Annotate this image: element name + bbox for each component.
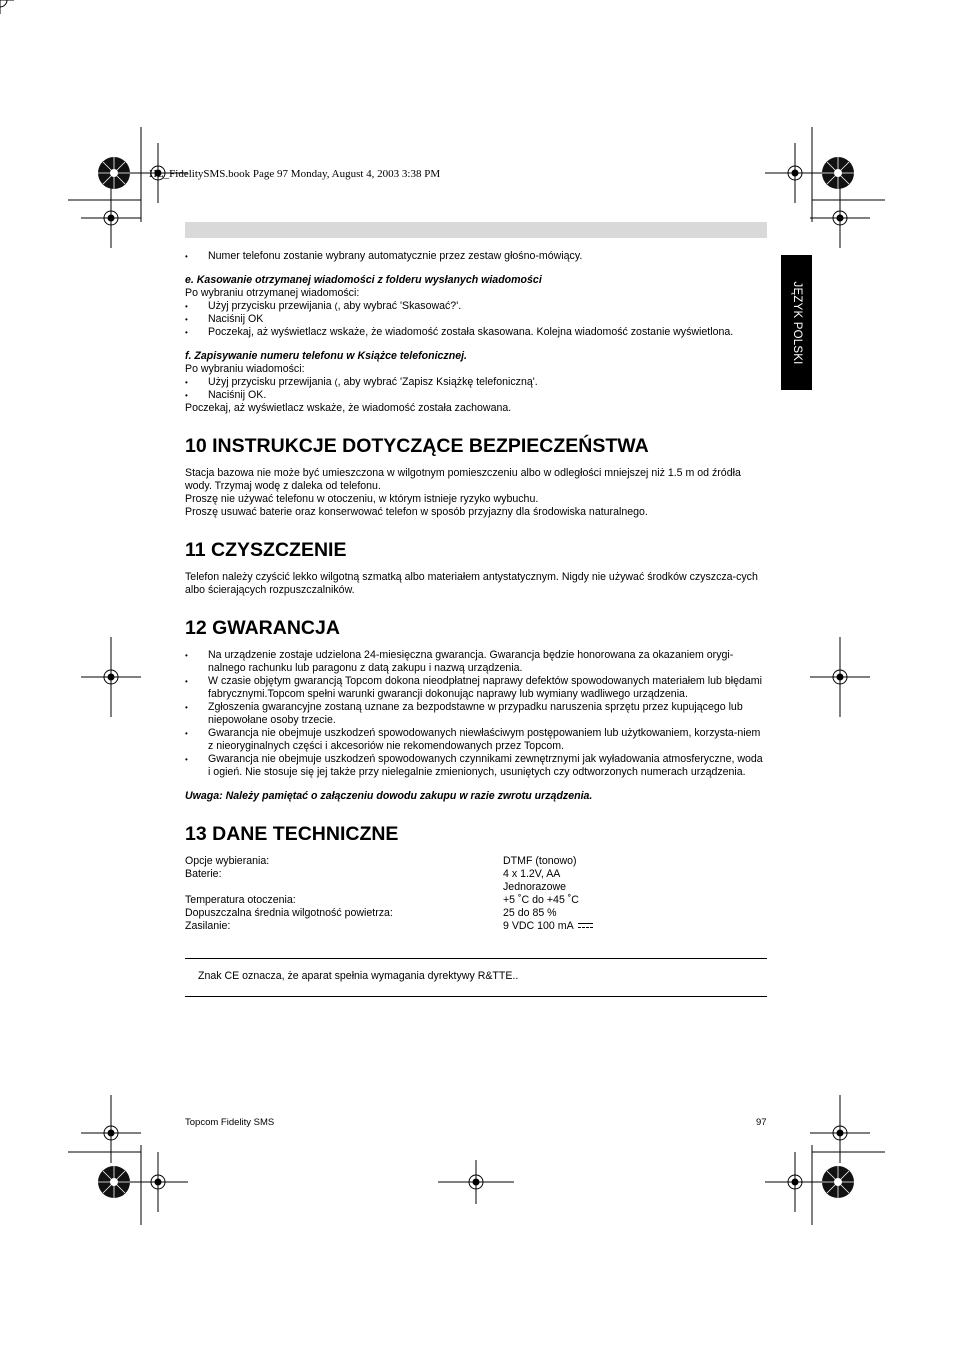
scroll-key-icon: ( [334, 301, 338, 311]
section-f-title: f. Zapisywanie numeru telefonu w Książce telefonicznej. [185, 350, 467, 362]
footer-product: Topcom Fidelity SMS [185, 1117, 275, 1128]
section-e-bullet-3: • Poczekaj, aż wyświetlacz wskaże, że wiadomość została skasowana. Kolejna wiadomość zostanie wyświetlona. [185, 326, 767, 339]
section-e-bullet-2: • Naciśnij OK [185, 313, 767, 326]
section-e-bullet-1-text: Użyj przycisku przewijania [208, 300, 332, 312]
section-f-tail: Poczekaj, aż wyświetlacz wskaże, że wiadomość została zachowana. [185, 402, 512, 414]
section-10-line-3: Proszę usuwać baterie oraz konserwować telefon w sposób przyjazny dla środowiska naturalnego. [185, 506, 648, 518]
intro-bullet: • Numer telefonu zostanie wybrany automatycznie przez zestaw głośno-mówiący. [185, 250, 767, 263]
dc-symbol-icon [578, 923, 593, 930]
section-f-bullet-1-suffix: , aby wybrać 'Zapisz Książkę telefoniczną'. [337, 376, 538, 388]
warranty-bullet-2: • W czasie objętym gwarancją Topcom dokona nieodpłatnej naprawy defektów spowodowanych materiałem lub błędami fabrycznymi.Topcom spełni warunki gwarancji dokonując naprawy lub wymiany wadliwego urządzenia. [185, 675, 767, 701]
scroll-key-icon: ( [334, 377, 338, 387]
page-number: 97 [756, 1117, 767, 1128]
section-e-bullet-1 [185, 300, 767, 313]
spec-label: Dopuszczalna średnia wilgotność powietrza: [185, 907, 393, 919]
spec-table [185, 855, 767, 933]
warranty-bullet-5: • Gwarancja nie obejmuje uszkodzeń spowodowanych czynnikami zewnętrznymi jak wyładowania atmosferyczne, woda i ogień. Nie stosuje się jej także przy nielegalnie zmienionych, usuniętych czy odtworzonych numerach urządzenia. [185, 753, 767, 779]
section-f-bullet-1-text: Użyj przycisku przewijania [208, 376, 332, 388]
section-e-title: e. Kasowanie otrzymanej wiadomości z folderu wysłanych wiadomości [185, 274, 542, 286]
header-bar [185, 222, 767, 238]
spec-value: 4 x 1.2V, AA [503, 868, 561, 880]
warranty-note: Uwaga: Należy pamiętać o załączeniu dowodu zakupu w razie zwrotu urządzenia. [185, 790, 593, 802]
section-f-lead: Po wybraniu wiadomości: [185, 363, 305, 375]
language-tab [781, 255, 812, 390]
section-11-heading: 11 CZYSZCZENIE [185, 539, 347, 561]
section-12-heading: 12 GWARANCJA [185, 617, 340, 639]
section-10-line-1: Stacja bazowa nie może być umieszczona w wilgotnym pomieszczeniu albo w odległości mniejszej niż 1.5 m od źródła wody. Trzymaj wodę z daleka od telefonu. [185, 467, 741, 492]
warranty-bullet-3: • Zgłoszenia gwarancyjne zostaną uznane za bezpodstawne w przypadku naruszenia sprzętu przez kupującego lub niepowołane osoby trzecie. [185, 701, 767, 727]
ce-note-box [185, 958, 767, 997]
page-content [185, 250, 767, 933]
section-f-bullet-2: • Naciśnij OK. [185, 389, 767, 402]
spec-label: Temperatura otoczenia: [185, 894, 296, 906]
spec-label: Zasilanie: [185, 920, 231, 932]
spec-label [185, 881, 503, 894]
spec-label: Baterie: [185, 868, 222, 880]
spec-value: 9 VDC 100 mA [503, 920, 574, 932]
spec-value: DTMF (tonowo) [503, 855, 577, 867]
section-10-line-2: Proszę nie używać telefonu w otoczeniu, w którym istnieje ryzyko wybuchu. [185, 493, 539, 505]
warranty-bullet-1: • Na urządzenie zostaje udzielona 24-miesięczna gwarancja. Gwarancja będzie honorowana za okazaniem orygi-nalnego rachunku lub paragonu z datą zakupu i nazwą urządzenia. [185, 649, 767, 675]
section-e-bullet-1-suffix: , aby wybrać 'Skasować?'. [337, 300, 462, 312]
section-e-lead: Po wybraniu otrzymanej wiadomości: [185, 287, 360, 299]
ce-note: Znak CE oznacza, że aparat spełnia wymagania dyrektywy R&TTE.. [198, 970, 519, 982]
spec-value: +5 ˚C do +45 ˚C [503, 894, 579, 906]
spec-value: 25 do 85 % [503, 907, 557, 919]
warranty-bullet-4: • Gwarancja nie obejmuje uszkodzeń spowodowanych niewłaściwym postępowaniem lub użytkowaniem, korzysta-niem z nieoryginalnych części i akcesoriów nie rekomendowanych przez Topcom. [185, 727, 767, 753]
section-f-bullet-1 [185, 376, 767, 389]
spec-label: Opcje wybierania: [185, 855, 270, 867]
section-11-text: Telefon należy czyścić lekko wilgotną szmatką albo materiałem antystatycznym. Nigdy nie używać środków czyszcza-cych albo ścierających rozpuszczalników. [185, 571, 758, 596]
section-13-heading: 13 DANE TECHNICZNE [185, 823, 399, 845]
language-tab-label: JĘZYK POLSKI [790, 281, 803, 364]
spec-value: Jednorazowe [503, 881, 567, 893]
book-slug: HL_FidelitySMS.book Page 97 Monday, August 4, 2003 3:38 PM [149, 168, 441, 180]
section-10-heading: 10 INSTRUKCJE DOTYCZĄCE BEZPIECZEŃSTWA [185, 435, 649, 457]
spec-value-power [503, 920, 767, 933]
